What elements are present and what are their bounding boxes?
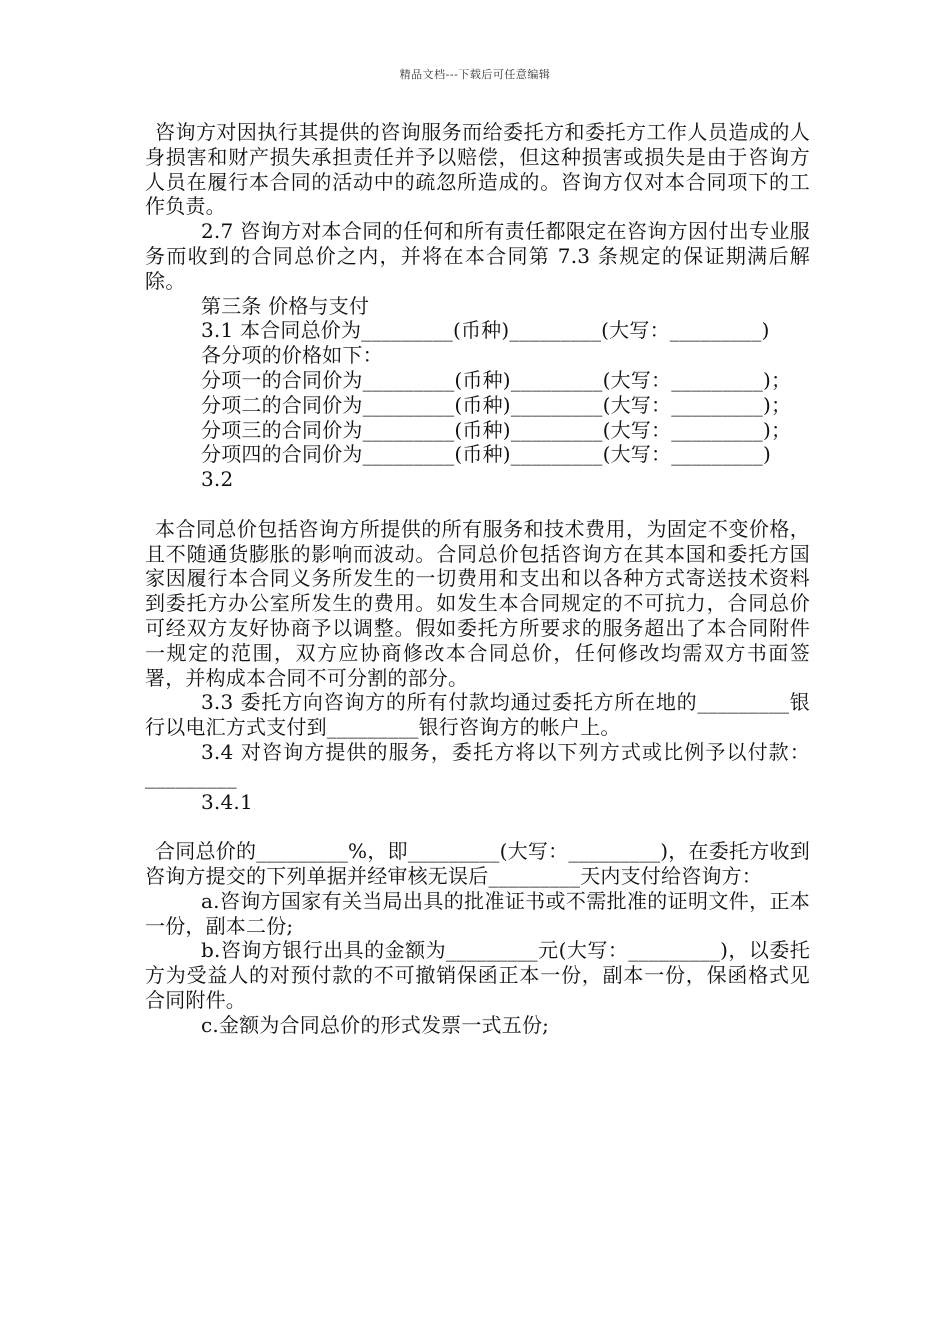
- subitem-4-price: 分项四的合同价为_________(币种)_________(大写：_________): [201, 442, 772, 467]
- blank-line: [145, 492, 810, 517]
- document-item-a: a.咨询方国家有关当局出具的批准证书或不需批准的证明文件，正本一份，副本二份;: [145, 888, 810, 938]
- clause-3-2-number: 3.2: [201, 467, 234, 492]
- clause-3-4-1-number: 3.4.1: [201, 789, 253, 814]
- clause-3-4: 3.4 对咨询方提供的服务，委托方将以下列方式或比例予以付款：_________: [145, 739, 810, 789]
- clause-3-1: 3.1 本合同总价为_________(币种)_________(大写：_________): [201, 318, 770, 343]
- subitem-1-price: 分项一的合同价为_________(币种)_________(大写：_________)；: [201, 367, 792, 392]
- subitem-2-price: 分项二的合同价为_________(币种)_________(大写：_________)；: [201, 392, 792, 417]
- subitem-intro: 各分项的价格如下：: [201, 343, 383, 368]
- blank-line: [145, 814, 810, 839]
- document-item-c: c.金额为合同总价的形式发票一式五份;: [201, 1012, 550, 1037]
- clause-2-7: 2.7 咨询方对本合同的任何和所有责任都限定在咨询方因付出专业服务而收到的合同总价之内，并将在本合同第 7.3 条规定的保证期满后解除。: [145, 219, 810, 293]
- clause-3-3: 3.3 委托方向咨询方的所有付款均通过委托方所在地的_________银行以电汇方式支付到_________银行咨询方的帐户上。: [145, 690, 810, 740]
- page-header: 精品文档---下载后可任意编辑: [399, 68, 551, 81]
- document-item-b: b.咨询方银行出具的金额为_________元(大写：_________)，以委托方为受益人的对预付款的不可撤销保函正本一份，副本一份，保函格式见合同附件。: [145, 938, 810, 1012]
- article-3-heading: 第三条 价格与支付: [201, 293, 370, 318]
- clause-3-4-1-text: 合同总价的_________%，即_________(大写：_________)，在委托方收到咨询方提交的下列单据并经审核无误后_________天内支付给咨询方：: [145, 839, 810, 888]
- document-body: [145, 120, 810, 1037]
- clause-3-2-text: 本合同总价包括咨询方所提供的所有服务和技术费用，为固定不变价格，且不随通货膨胀的影响而波动。合同总价包括咨询方在其本国和委托方国家因履行本合同义务所发生的一切费用和支出和以各种方式寄送技术资料到委托方办公室所发生的费用。如发生本合同规定的不可抗力，合同总价可经双方友好协商予以调整。假如委托方所要求的服务超出了本合同附件一规定的范围，双方应协商修改本合同总价，任何修改均需双方书面签署，并构成本合同不可分割的部分。: [145, 516, 810, 690]
- paragraph-liability: 咨询方对因执行其提供的咨询服务而给委托方和委托方工作人员造成的人身损害和财产损失承担责任并予以赔偿，但这种损害或损失是由于咨询方人员在履行本合同的活动中的疏忽所造成的。咨询方仅对本合同项下的工作负责。: [145, 120, 810, 219]
- subitem-3-price: 分项三的合同价为_________(币种)_________(大写：_________)；: [201, 417, 792, 442]
